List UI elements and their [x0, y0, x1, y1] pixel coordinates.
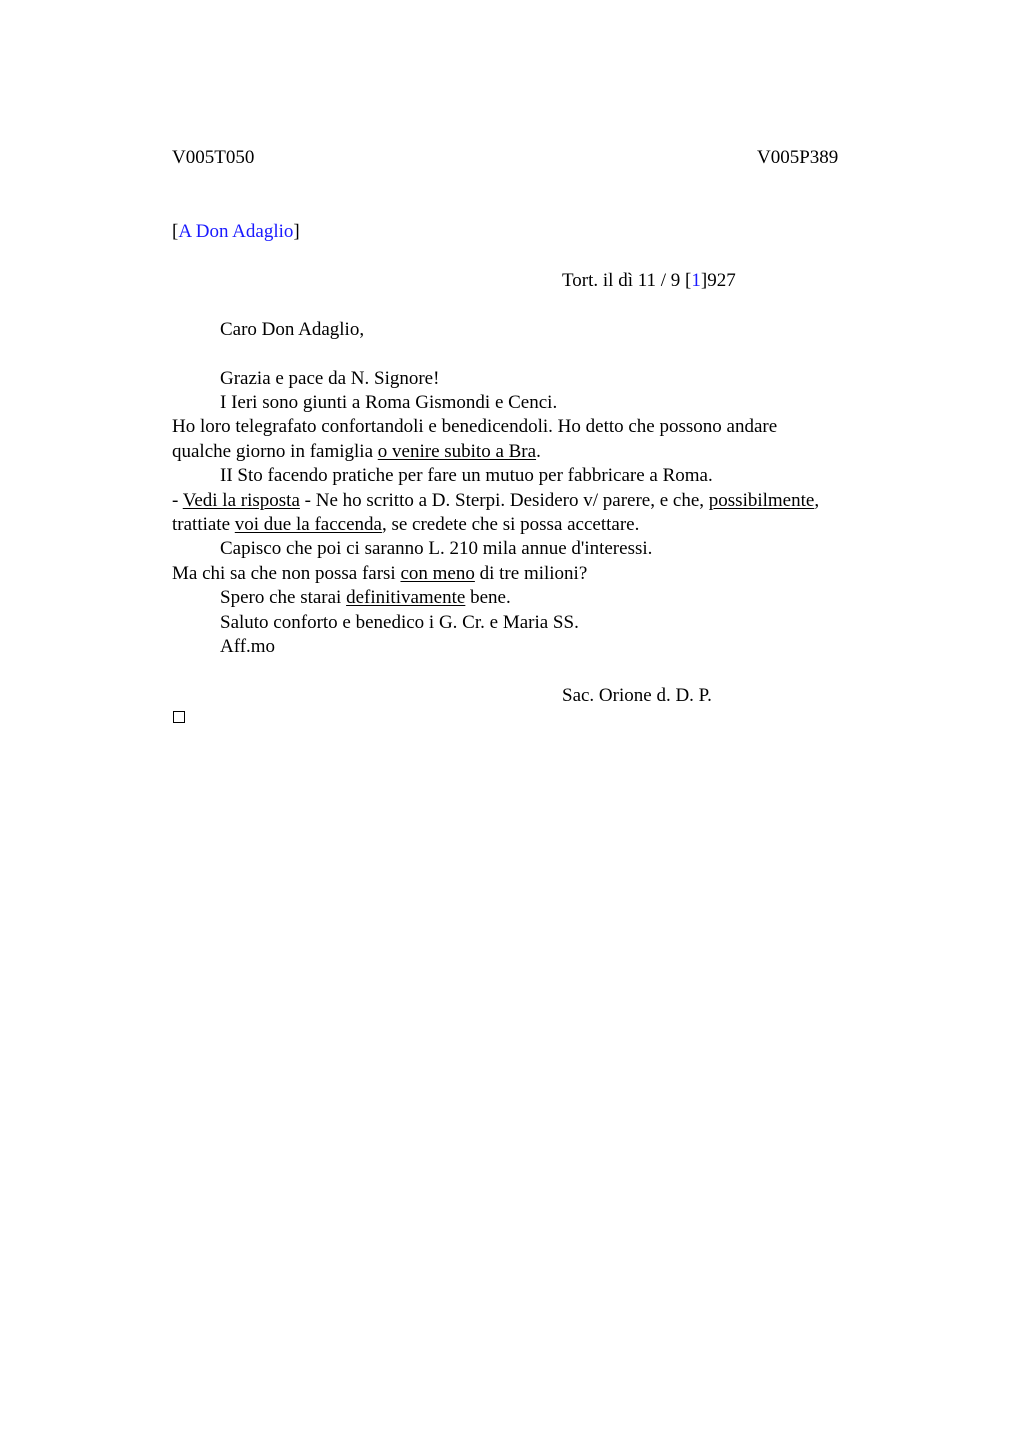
document-code-left: V005T050 [172, 147, 255, 168]
body-text: bene. [465, 587, 511, 608]
recipient-name: A Don Adaglio [178, 221, 294, 242]
recipient-heading [172, 220, 300, 244]
body-p1-line1: I Ieri sono giunti a Roma Gismondi e Cenci. [220, 392, 558, 413]
dateline-prefix: Tort. il dì 11 / 9 [ [562, 270, 692, 291]
body-p3-line1: Capisco che poi ci saranno L. 210 mila annue d'interessi. [220, 538, 653, 559]
underlined-text: con meno [400, 563, 475, 584]
signature: Sac. Orione d. D. P. [562, 685, 712, 706]
body-p5: Saluto conforto e benedico i G. Cr. e Maria SS. [220, 612, 579, 633]
body-p2-line2 [172, 489, 819, 513]
body-text: , [814, 490, 820, 511]
body-text: Ma chi sa che non possa farsi [172, 563, 401, 584]
underlined-text: voi due la faccenda [234, 514, 382, 535]
underlined-text: o venire subito a Bra [377, 441, 537, 462]
body-text: trattiate [172, 514, 235, 535]
closing: Aff.mo [220, 636, 276, 657]
underlined-text: definitivamente [346, 587, 466, 608]
body-p1-line3 [172, 440, 541, 464]
body-p4 [220, 586, 511, 610]
underlined-text: Vedi la risposta [182, 490, 300, 511]
salutation: Caro Don Adaglio, [220, 319, 365, 340]
dateline-inserted-digit: 1 [691, 270, 701, 291]
body-text: - Ne ho scritto a D. Sterpi. Desidero v/ parere, e che, [299, 490, 709, 511]
dateline [562, 269, 736, 293]
body-p1-line2: Ho loro telegrafato confortandoli e benedicendoli. Ho detto che possono andare [172, 416, 778, 437]
body-text: qualche giorno in famiglia [172, 441, 378, 462]
dateline-suffix: ]927 [700, 270, 736, 291]
body-text: di tre milioni? [474, 563, 588, 584]
document-code-right: V005P389 [757, 147, 839, 168]
recipient-close-bracket: ] [293, 221, 300, 242]
body-p2-line1: II Sto facendo pratiche per fare un mutuo per fabbricare a Roma. [220, 465, 713, 486]
body-text: - [172, 490, 183, 511]
body-text: Spero che starai [220, 587, 347, 608]
greeting: Grazia e pace da N. Signore! [220, 368, 440, 389]
body-p3-line2 [172, 562, 587, 586]
underlined-text: possibilmente [708, 490, 815, 511]
body-text: . [536, 441, 541, 462]
body-p2-line3 [172, 513, 639, 537]
recipient-open-bracket: [ [172, 221, 179, 242]
body-text: , se credete che si possa accettare. [381, 514, 640, 535]
end-marker-box [173, 711, 185, 723]
